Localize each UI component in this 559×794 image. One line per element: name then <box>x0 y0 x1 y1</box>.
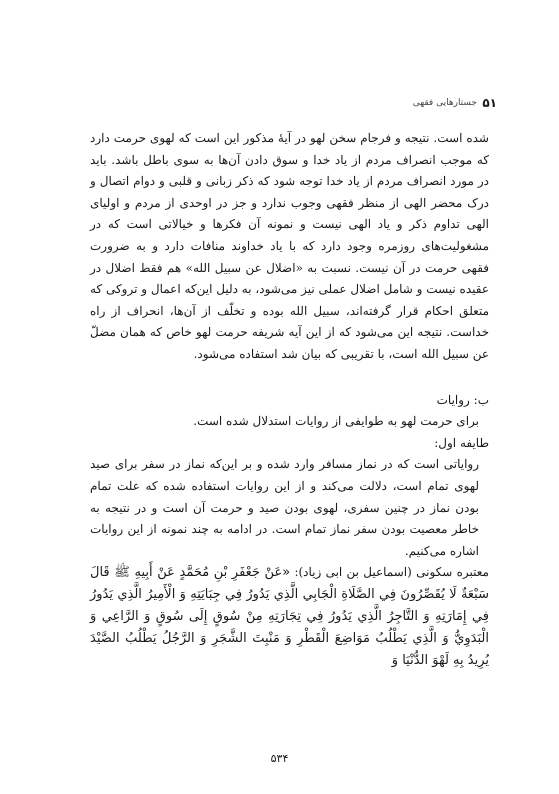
page-header <box>0 96 559 114</box>
hadith-arabic-text: «عَنْ جَعْفَرِ بْنِ مُحَمَّدٍ عَنْ أَبِيهِ ﷺ قَالَ سَبْعَةٌ لَا يُقَصِّرُونَ فِي الصَّلَاةِ الْجَابِي الَّذِي يَدُورُ فِي جِبَايَتِهِ وَ الْأَمِيرُ الَّذِي يَدُورُ فِي إِمَارَتِهِ وَ التَّاجِرُ الَّذِي يَدُورُ فِي تِجَارَتِهِ مِنْ سُوقٍ إِلَى سُوقٍ وَ الرَّاعِي وَ الْبَدَوِيُّ وَ الَّذِي يَطْلُبُ مَوَاضِعَ الْقَطْرِ وَ مَنْبِتَ الشَّجَرِ وَ الرَّجُلُ يَطْلُبُ الصَّيْدَ يُرِيدُ بِهِ لَهْوَ الدُّنْيَا وَ <box>90 565 489 669</box>
paragraph-hadith <box>90 562 489 672</box>
paragraph-2: روایاتی است که در نماز مسافر وارد شده و بر این‌که نماز در سفر برای صید لهوی تمام است، دلالت می‌کند و از این روایات استفاده شده که علت تمام بودن نماز در چنین سفری، لهوی بودن صید و حرمت آن است و در نتیجه به خاطر معصیت بودن سفر نماز تمام است. در ادامه به چند نمونه از این روایات اشاره می‌کنیم. <box>90 457 479 558</box>
paragraph-1: شده است. نتیجه و فرجام سخن لهو در آیهٔ مذکور این است که لهوی حرمت دارد که موجب انصراف مردم از یاد خدا و سوق دادن آن‌ها به سوی باطل باشد. باید در مورد انصراف مردم از یاد خدا توجه شود که ذکر زبانی و قلبی و دوام اتصال و درک محضر الهی از منظر فقهی وجوب ندارد و جز در اوحدی از مردم و اولیای الهی تداوم ذکر و یاد الهی نیست و نمونه آن فکرها و خیالاتی است که در مشغولیت‌های روزمره وجود دارد که با یاد خداوند منافات دارد و به ضرورت فقهی حرمت در آن نیست. نسبت به «اضلال عن سبیل الله» هم فقط اضلال در عقیده نیست و شامل اضلال عملی نیز می‌شود، به دلیل این‌که اعمال و تروکی که متعلق احکام قرار گرفته‌اند، سبیل الله بوده و تخلّف از آن‌ها، انحراف از راه خداست. نتیجه این می‌شود که از این آیه شریفه حرمت لهو خاص که همان مضلّ عن سبیل الله است، با تقریبی که بیان شد استفاده می‌شود. <box>90 131 489 361</box>
hadith-intro: معتبره سکونی (اسماعیل بن ابی زیاد): <box>294 565 489 580</box>
paragraph-intro: برای حرمت لهو به طوایفی از روایات استدلال شده است. <box>193 414 479 429</box>
section-heading-narrations: ب: روایات <box>436 392 489 407</box>
page-number: ۵۳۴ <box>270 752 289 765</box>
header-page-marker: ۵۱ <box>482 96 497 110</box>
running-title: جستارهایی فقهی <box>412 98 477 108</box>
body-text <box>90 128 489 672</box>
subheading-first-group: طایفه اول: <box>434 435 489 450</box>
page-footer <box>0 752 559 765</box>
